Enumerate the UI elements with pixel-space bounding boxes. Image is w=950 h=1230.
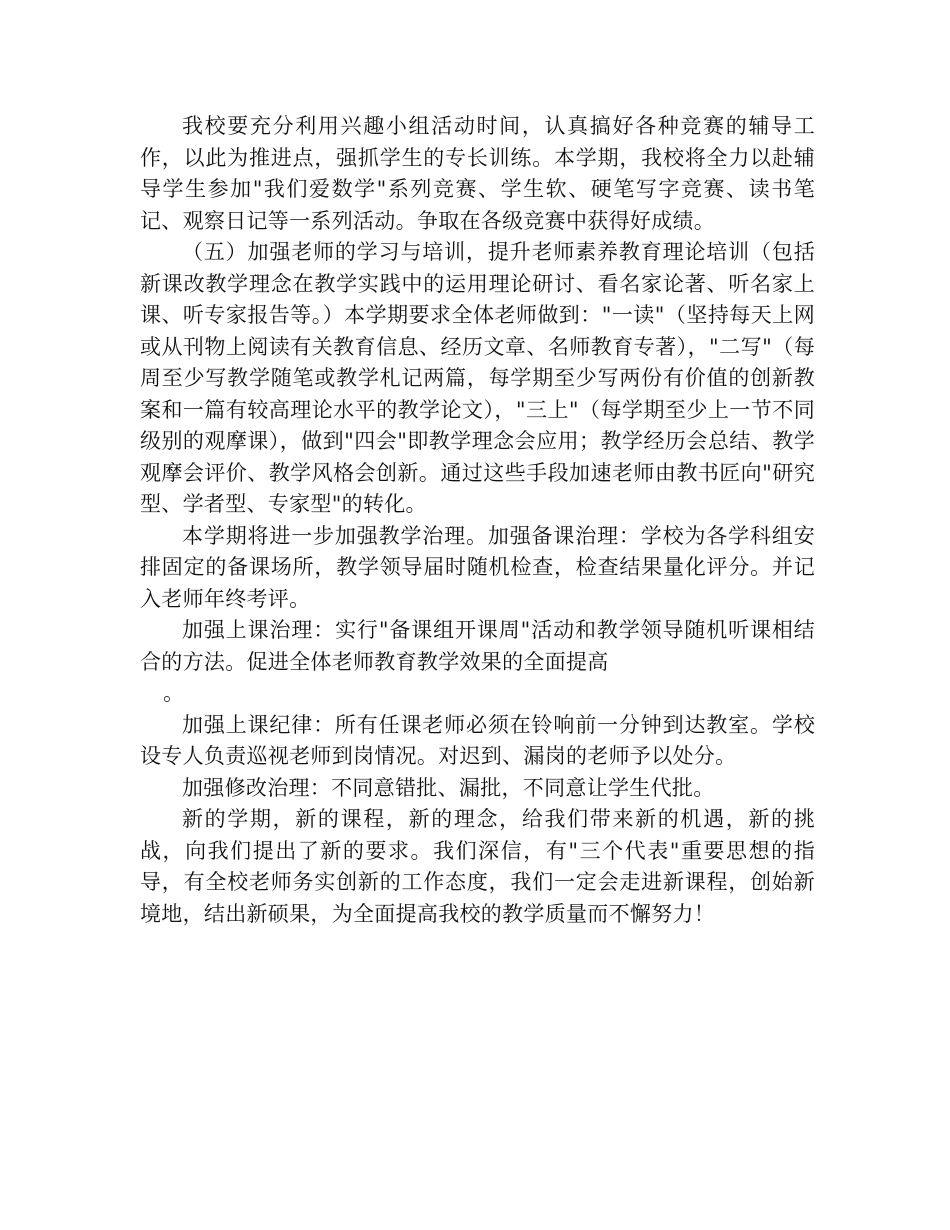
- paragraph-lesson-preparation: 本学期将进一步加强教学治理。加强备课治理：学校为各学科组安排固定的备课场所，教学领导届时随机检查，检查结果量化评分。并记入老师年终考评。: [140, 523, 815, 611]
- paragraph-grading-management: 加强修改治理：不同意错批、漏批，不同意让学生代批。: [182, 775, 715, 800]
- paragraph-stray-period: 。: [163, 681, 185, 705]
- paragraph-class-discipline: 加强上课纪律：所有任课老师必须在铃响前一分钟到达教室。学校设专人负责巡视老师到岗情况。对迟到、漏岗的老师予以处分。: [140, 712, 815, 768]
- paragraph-class-management: 加强上课治理：实行"备课组开课周"活动和教学领导随机听课相结合的方法。促进全体老师教育教学效果的全面提高: [140, 618, 815, 674]
- paragraph-teacher-training: （五）加强老师的学习与培训，提升老师素养教育理论培训（包括新课改教学理念在教学实践中的运用理论研讨、看名家论著、听名家上课、听专家报告等。）本学期要求全体老师做到："一读"（坚持每天上网或从刊物上阅读有关教育信息、经历文章、名师教育专著），"二写"（每周至少写教学随笔或教学札记两篇，每学期至少写两份有价值的创新教案和一篇有较高理论水平的教学论文），"三上"（每学期至少上一节不同级别的观摩课），做到"四会"即教学理念会应用；教学经历会总结、教学观摩会评价、教学风格会创新。通过这些手段加速老师由教书匠向"研究型、学者型、专家型"的转化。: [140, 240, 815, 516]
- paragraph-competitions: 我校要充分利用兴趣小组活动时间，认真搞好各种竞赛的辅导工作，以此为推进点，强抓学生的专长训练。本学期，我校将全力以赴辅导学生参加"我们爱数学"系列竞赛、学生软、硬笔写字竞赛、读书笔记、观察日记等一系列活动。争取在各级竞赛中获得好成绩。: [140, 114, 815, 233]
- document-body: [140, 111, 815, 930]
- paragraph-conclusion: 新的学期，新的课程，新的理念，给我们带来新的机遇，新的挑战，向我们提出了新的要求。我们深信，有"三个代表"重要思想的指导，有全校老师务实创新的工作态度，我们一定会走进新课程，创始新境地，结出新硕果，为全面提高我校的教学质量而不懈努力！: [140, 807, 815, 926]
